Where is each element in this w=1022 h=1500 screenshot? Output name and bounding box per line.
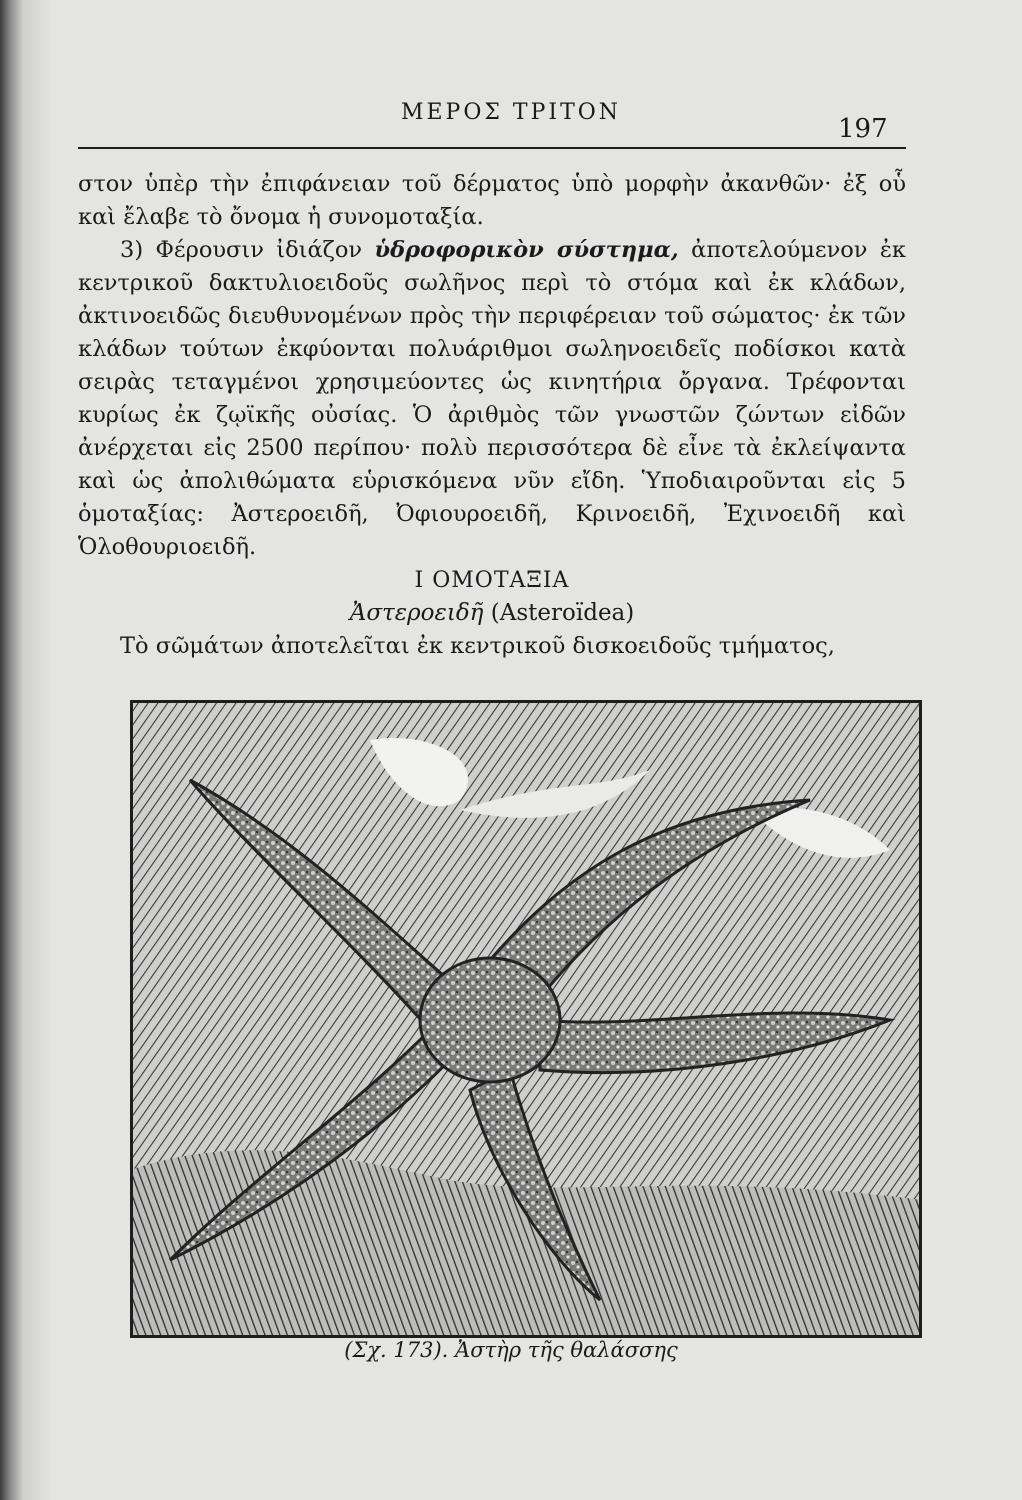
starfish-engraving bbox=[130, 700, 922, 1338]
figure-caption: (Σχ. 173). Ἀστὴρ τῆς θαλάσσης bbox=[344, 1338, 678, 1362]
paragraph-2-rest: ἀποτελούμενον ἐκ κεντρικοῦ δακτυλιοειδοῦς σωλῆνος περὶ τὸ στόμα καὶ ἐκ κλάδων, ἀκτινοειδῶς διευθυνομένων πρὸς τὴν περιφέρειαν τοῦ σώματος· ἐκ τῶν κλάδων τούτων ἐκφύονται πολυάριθμοι σωληνοειδεῖς ποδίσκοι κατὰ σειρὰς τεταγμένοι χρησιμεύοντες ὡς κινητήρια ὄργανα. Τρέφονται κυρίως ἐκ ζῳϊκῆς οὐσίας. Ὁ ἀριθμὸς τῶν γνωστῶν ζώντων εἰδῶν ἀνέρχεται εἰς 2500 περίπου· πολὺ περισσότερα δὲ εἶνε τὰ ἐκλείψαντα καὶ ὡς ἀπολιθώματα εὑρισκόμενα νῦν εἴδη. Ὑποδιαιροῦνται εἰς 5 ὁμοταξίας: Ἀστεροειδῆ, Ὀφιουροειδῆ, Κρινοειδῆ, Ἐχινοειδῆ καὶ Ὁλοθουριοειδῆ. bbox=[78, 237, 906, 560]
section-subheading-greek: Ἀστεροειδῆ bbox=[349, 600, 484, 626]
page-number: 197 bbox=[838, 114, 888, 144]
book-spine-shadow bbox=[0, 0, 22, 1500]
page-gutter bbox=[22, 0, 52, 1500]
paragraph-2 bbox=[78, 234, 906, 564]
running-head: ΜΕΡΟΣ ΤΡΙΤΟΝ bbox=[400, 100, 622, 125]
section-subheading-latin: (Asteroïdea) bbox=[490, 600, 635, 626]
body-text bbox=[78, 168, 906, 663]
header-rule bbox=[78, 147, 906, 149]
paragraph-3: Τὸ σῶμάτων ἀποτελεῖται ἐκ κεντρικοῦ δισκοειδοῦς τμήματος, bbox=[120, 633, 835, 659]
section-heading: Ι ΟΜΟΤΑΞΙΑ bbox=[414, 568, 570, 593]
paragraph-2-term: ὑδροφορικὸν σύστημα, bbox=[374, 237, 679, 263]
section-subheading bbox=[78, 597, 906, 630]
starfish-illustration bbox=[130, 700, 922, 1338]
paragraph-1: στον ὑπὲρ τὴν ἐπιφάνειαν τοῦ δέρματος ὑπὸ μορφὴν ἀκανθῶν· ἐξ οὗ καὶ ἔλαβε τὸ ὄνομα ἡ συνομοταξία. bbox=[78, 171, 906, 230]
paragraph-2-lead: 3) Φέρουσιν ἰδιάζον bbox=[120, 237, 363, 263]
